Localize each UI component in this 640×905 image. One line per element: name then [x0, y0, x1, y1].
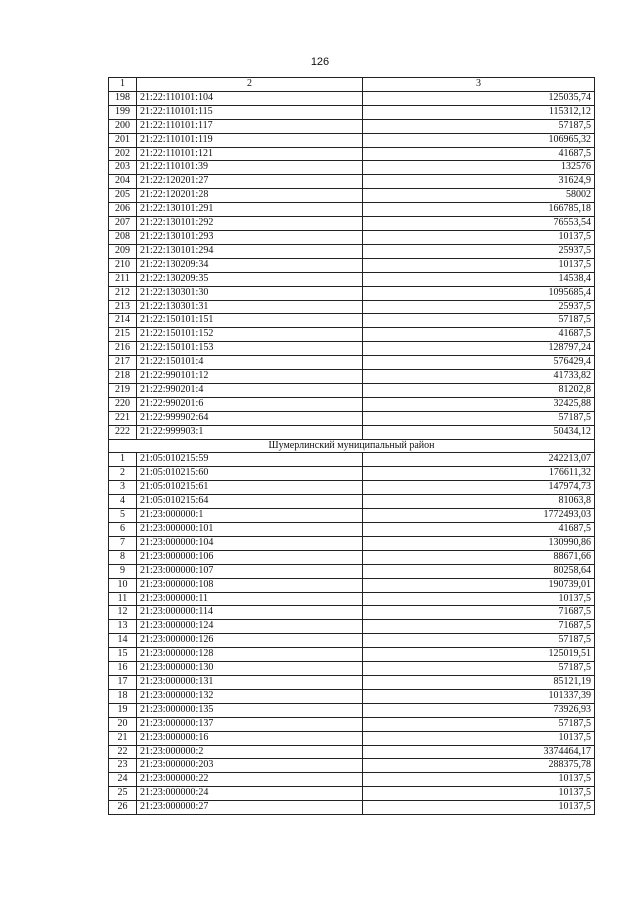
cadastral-value: 10137,5: [363, 801, 595, 815]
land-parcel-table: [108, 77, 595, 815]
cadastral-number: 21:05:010215:60: [137, 467, 363, 481]
cadastral-number: 21:22:130209:34: [137, 258, 363, 272]
row-number: 8: [109, 550, 137, 564]
table-row: [109, 425, 595, 439]
table-row: [109, 258, 595, 272]
cadastral-value: 115312,12: [363, 105, 595, 119]
cadastral-value: 85121,19: [363, 675, 595, 689]
cadastral-value: 130990,86: [363, 536, 595, 550]
section-title: Шумерлинский муниципальный район: [109, 439, 595, 453]
table-body: [109, 78, 595, 815]
cadastral-number: 21:23:000000:24: [137, 787, 363, 801]
cadastral-value: 31624,9: [363, 175, 595, 189]
table-row: [109, 383, 595, 397]
cadastral-number: 21:05:010215:64: [137, 495, 363, 509]
table-row: [109, 91, 595, 105]
row-number: 210: [109, 258, 137, 272]
table-row: [109, 745, 595, 759]
cadastral-value: 10137,5: [363, 787, 595, 801]
row-number: 220: [109, 397, 137, 411]
row-number: 15: [109, 648, 137, 662]
cadastral-value: 32425,88: [363, 397, 595, 411]
cadastral-value: 41687,5: [363, 523, 595, 537]
row-number: 218: [109, 370, 137, 384]
cadastral-value: 166785,18: [363, 203, 595, 217]
row-number: 12: [109, 606, 137, 620]
cadastral-value: 88671,66: [363, 550, 595, 564]
cadastral-number: 21:23:000000:22: [137, 773, 363, 787]
row-number: 26: [109, 801, 137, 815]
cadastral-value: 80258,64: [363, 564, 595, 578]
row-number: 22: [109, 745, 137, 759]
table-row: [109, 606, 595, 620]
row-number: 16: [109, 662, 137, 676]
row-number: 201: [109, 133, 137, 147]
cadastral-number: 21:23:000000:126: [137, 634, 363, 648]
row-number: 207: [109, 217, 137, 231]
table-row: [109, 509, 595, 523]
page-number: 126: [310, 56, 330, 68]
row-number: 19: [109, 703, 137, 717]
row-number: 221: [109, 411, 137, 425]
table-row: [109, 731, 595, 745]
row-number: 13: [109, 620, 137, 634]
row-number: 17: [109, 675, 137, 689]
cadastral-number: 21:22:110101:119: [137, 133, 363, 147]
table-row: [109, 759, 595, 773]
table-row: [109, 495, 595, 509]
cadastral-number: 21:22:110101:117: [137, 119, 363, 133]
row-number: 198: [109, 91, 137, 105]
table-row: [109, 550, 595, 564]
row-number: 211: [109, 272, 137, 286]
cadastral-value: 81202,8: [363, 383, 595, 397]
cadastral-number: 21:22:110101:121: [137, 147, 363, 161]
cadastral-value: 288375,78: [363, 759, 595, 773]
table-row: [109, 147, 595, 161]
row-number: 25: [109, 787, 137, 801]
cadastral-number: 21:22:130101:292: [137, 217, 363, 231]
row-number: 3: [109, 481, 137, 495]
table-row: [109, 523, 595, 537]
header-cell-3: 3: [363, 78, 595, 92]
table-row: [109, 620, 595, 634]
cadastral-value: 10137,5: [363, 258, 595, 272]
row-number: 21: [109, 731, 137, 745]
table-row: [109, 230, 595, 244]
table-row: [109, 662, 595, 676]
table-row: [109, 133, 595, 147]
table-row: [109, 675, 595, 689]
cadastral-value: 41687,5: [363, 147, 595, 161]
table-row: [109, 272, 595, 286]
cadastral-value: 242213,07: [363, 453, 595, 467]
cadastral-value: 58002: [363, 189, 595, 203]
cadastral-value: 71687,5: [363, 620, 595, 634]
cadastral-value: 176611,32: [363, 467, 595, 481]
row-number: 4: [109, 495, 137, 509]
cadastral-number: 21:22:130101:293: [137, 230, 363, 244]
cadastral-number: 21:23:000000:11: [137, 592, 363, 606]
cadastral-number: 21:22:999903:1: [137, 425, 363, 439]
table-row: [109, 801, 595, 815]
cadastral-number: 21:23:000000:104: [137, 536, 363, 550]
row-number: 5: [109, 509, 137, 523]
header-cell-2: 2: [137, 78, 363, 92]
cadastral-number: 21:22:120201:28: [137, 189, 363, 203]
row-number: 6: [109, 523, 137, 537]
cadastral-number: 21:22:150101:151: [137, 314, 363, 328]
row-number: 212: [109, 286, 137, 300]
table-row: [109, 773, 595, 787]
table-row: [109, 578, 595, 592]
cadastral-value: 3374464,17: [363, 745, 595, 759]
cadastral-number: 21:23:000000:131: [137, 675, 363, 689]
row-number: 213: [109, 300, 137, 314]
row-number: 214: [109, 314, 137, 328]
table-row: [109, 689, 595, 703]
cadastral-value: 1772493,03: [363, 509, 595, 523]
row-number: 1: [109, 453, 137, 467]
cadastral-value: 57187,5: [363, 634, 595, 648]
table-row: [109, 536, 595, 550]
table-row: [109, 175, 595, 189]
cadastral-value: 81063,8: [363, 495, 595, 509]
cadastral-number: 21:22:110101:104: [137, 91, 363, 105]
table-row: [109, 161, 595, 175]
row-number: 208: [109, 230, 137, 244]
cadastral-value: 57187,5: [363, 119, 595, 133]
cadastral-value: 14538,4: [363, 272, 595, 286]
cadastral-value: 73926,93: [363, 703, 595, 717]
cadastral-number: 21:22:150101:152: [137, 328, 363, 342]
cadastral-value: 125019,51: [363, 648, 595, 662]
table-row: [109, 314, 595, 328]
cadastral-value: 125035,74: [363, 91, 595, 105]
row-number: 204: [109, 175, 137, 189]
cadastral-value: 41733,82: [363, 370, 595, 384]
cadastral-value: 101337,39: [363, 689, 595, 703]
table-row: [109, 717, 595, 731]
cadastral-number: 21:23:000000:107: [137, 564, 363, 578]
table-row: [109, 787, 595, 801]
cadastral-value: 10137,5: [363, 592, 595, 606]
row-number: 9: [109, 564, 137, 578]
cadastral-value: 57187,5: [363, 314, 595, 328]
table-row: [109, 467, 595, 481]
cadastral-number: 21:23:000000:124: [137, 620, 363, 634]
table-row: [109, 634, 595, 648]
cadastral-number: 21:22:990201:6: [137, 397, 363, 411]
cadastral-number: 21:23:000000:130: [137, 662, 363, 676]
cadastral-value: 106965,32: [363, 133, 595, 147]
cadastral-number: 21:23:000000:108: [137, 578, 363, 592]
row-number: 199: [109, 105, 137, 119]
cadastral-number: 21:23:000000:101: [137, 523, 363, 537]
cadastral-value: 190739,01: [363, 578, 595, 592]
row-number: 7: [109, 536, 137, 550]
cadastral-number: 21:22:150101:4: [137, 356, 363, 370]
cadastral-number: 21:23:000000:114: [137, 606, 363, 620]
cadastral-number: 21:22:130101:294: [137, 244, 363, 258]
cadastral-value: 50434,12: [363, 425, 595, 439]
cadastral-number: 21:22:990101:12: [137, 370, 363, 384]
cadastral-number: 21:22:150101:153: [137, 342, 363, 356]
cadastral-number: 21:22:120201:27: [137, 175, 363, 189]
table-row: [109, 105, 595, 119]
cadastral-number: 21:23:000000:203: [137, 759, 363, 773]
row-number: 205: [109, 189, 137, 203]
cadastral-number: 21:22:999902:64: [137, 411, 363, 425]
header-cell-1: 1: [109, 78, 137, 92]
row-number: 219: [109, 383, 137, 397]
table-row: [109, 203, 595, 217]
cadastral-value: 25937,5: [363, 244, 595, 258]
cadastral-value: 128797,24: [363, 342, 595, 356]
row-number: 217: [109, 356, 137, 370]
cadastral-value: 57187,5: [363, 717, 595, 731]
cadastral-number: 21:23:000000:137: [137, 717, 363, 731]
table-row: [109, 328, 595, 342]
table-row: [109, 370, 595, 384]
cadastral-number: 21:22:990201:4: [137, 383, 363, 397]
cadastral-number: 21:23:000000:16: [137, 731, 363, 745]
cadastral-value: 41687,5: [363, 328, 595, 342]
row-number: 222: [109, 425, 137, 439]
cadastral-value: 76553,54: [363, 217, 595, 231]
table-row: [109, 356, 595, 370]
table-row: [109, 592, 595, 606]
cadastral-number: 21:22:130101:291: [137, 203, 363, 217]
cadastral-number: 21:23:000000:1: [137, 509, 363, 523]
table-row: [109, 300, 595, 314]
cadastral-value: 576429,4: [363, 356, 595, 370]
cadastral-number: 21:23:000000:2: [137, 745, 363, 759]
cadastral-value: 57187,5: [363, 411, 595, 425]
row-number: 2: [109, 467, 137, 481]
table-row: [109, 648, 595, 662]
table-row: [109, 244, 595, 258]
cadastral-number: 21:22:130301:31: [137, 300, 363, 314]
cadastral-value: 132576: [363, 161, 595, 175]
row-number: 14: [109, 634, 137, 648]
row-number: 11: [109, 592, 137, 606]
table-header-row: [109, 78, 595, 92]
cadastral-value: 71687,5: [363, 606, 595, 620]
row-number: 206: [109, 203, 137, 217]
row-number: 203: [109, 161, 137, 175]
table-row: [109, 481, 595, 495]
cadastral-value: 57187,5: [363, 662, 595, 676]
row-number: 18: [109, 689, 137, 703]
cadastral-number: 21:22:110101:115: [137, 105, 363, 119]
cadastral-value: 10137,5: [363, 230, 595, 244]
cadastral-number: 21:23:000000:128: [137, 648, 363, 662]
table-row: [109, 453, 595, 467]
cadastral-number: 21:23:000000:27: [137, 801, 363, 815]
table-row: [109, 397, 595, 411]
row-number: 215: [109, 328, 137, 342]
table-row: [109, 189, 595, 203]
table-row: [109, 286, 595, 300]
cadastral-number: 21:22:110101:39: [137, 161, 363, 175]
table-row: [109, 564, 595, 578]
cadastral-value: 1095685,4: [363, 286, 595, 300]
cadastral-number: 21:05:010215:59: [137, 453, 363, 467]
cadastral-value: 25937,5: [363, 300, 595, 314]
cadastral-number: 21:23:000000:132: [137, 689, 363, 703]
table-row: [109, 342, 595, 356]
table-row: [109, 217, 595, 231]
cadastral-value: 147974,73: [363, 481, 595, 495]
cadastral-value: 10137,5: [363, 731, 595, 745]
cadastral-number: 21:22:130301:30: [137, 286, 363, 300]
row-number: 24: [109, 773, 137, 787]
row-number: 10: [109, 578, 137, 592]
cadastral-number: 21:05:010215:61: [137, 481, 363, 495]
table-row: [109, 703, 595, 717]
row-number: 23: [109, 759, 137, 773]
table-row: [109, 411, 595, 425]
row-number: 200: [109, 119, 137, 133]
row-number: 209: [109, 244, 137, 258]
cadastral-number: 21:22:130209:35: [137, 272, 363, 286]
section-title-row: [109, 439, 595, 453]
cadastral-number: 21:23:000000:106: [137, 550, 363, 564]
table-row: [109, 119, 595, 133]
cadastral-number: 21:23:000000:135: [137, 703, 363, 717]
row-number: 216: [109, 342, 137, 356]
row-number: 20: [109, 717, 137, 731]
cadastral-value: 10137,5: [363, 773, 595, 787]
row-number: 202: [109, 147, 137, 161]
